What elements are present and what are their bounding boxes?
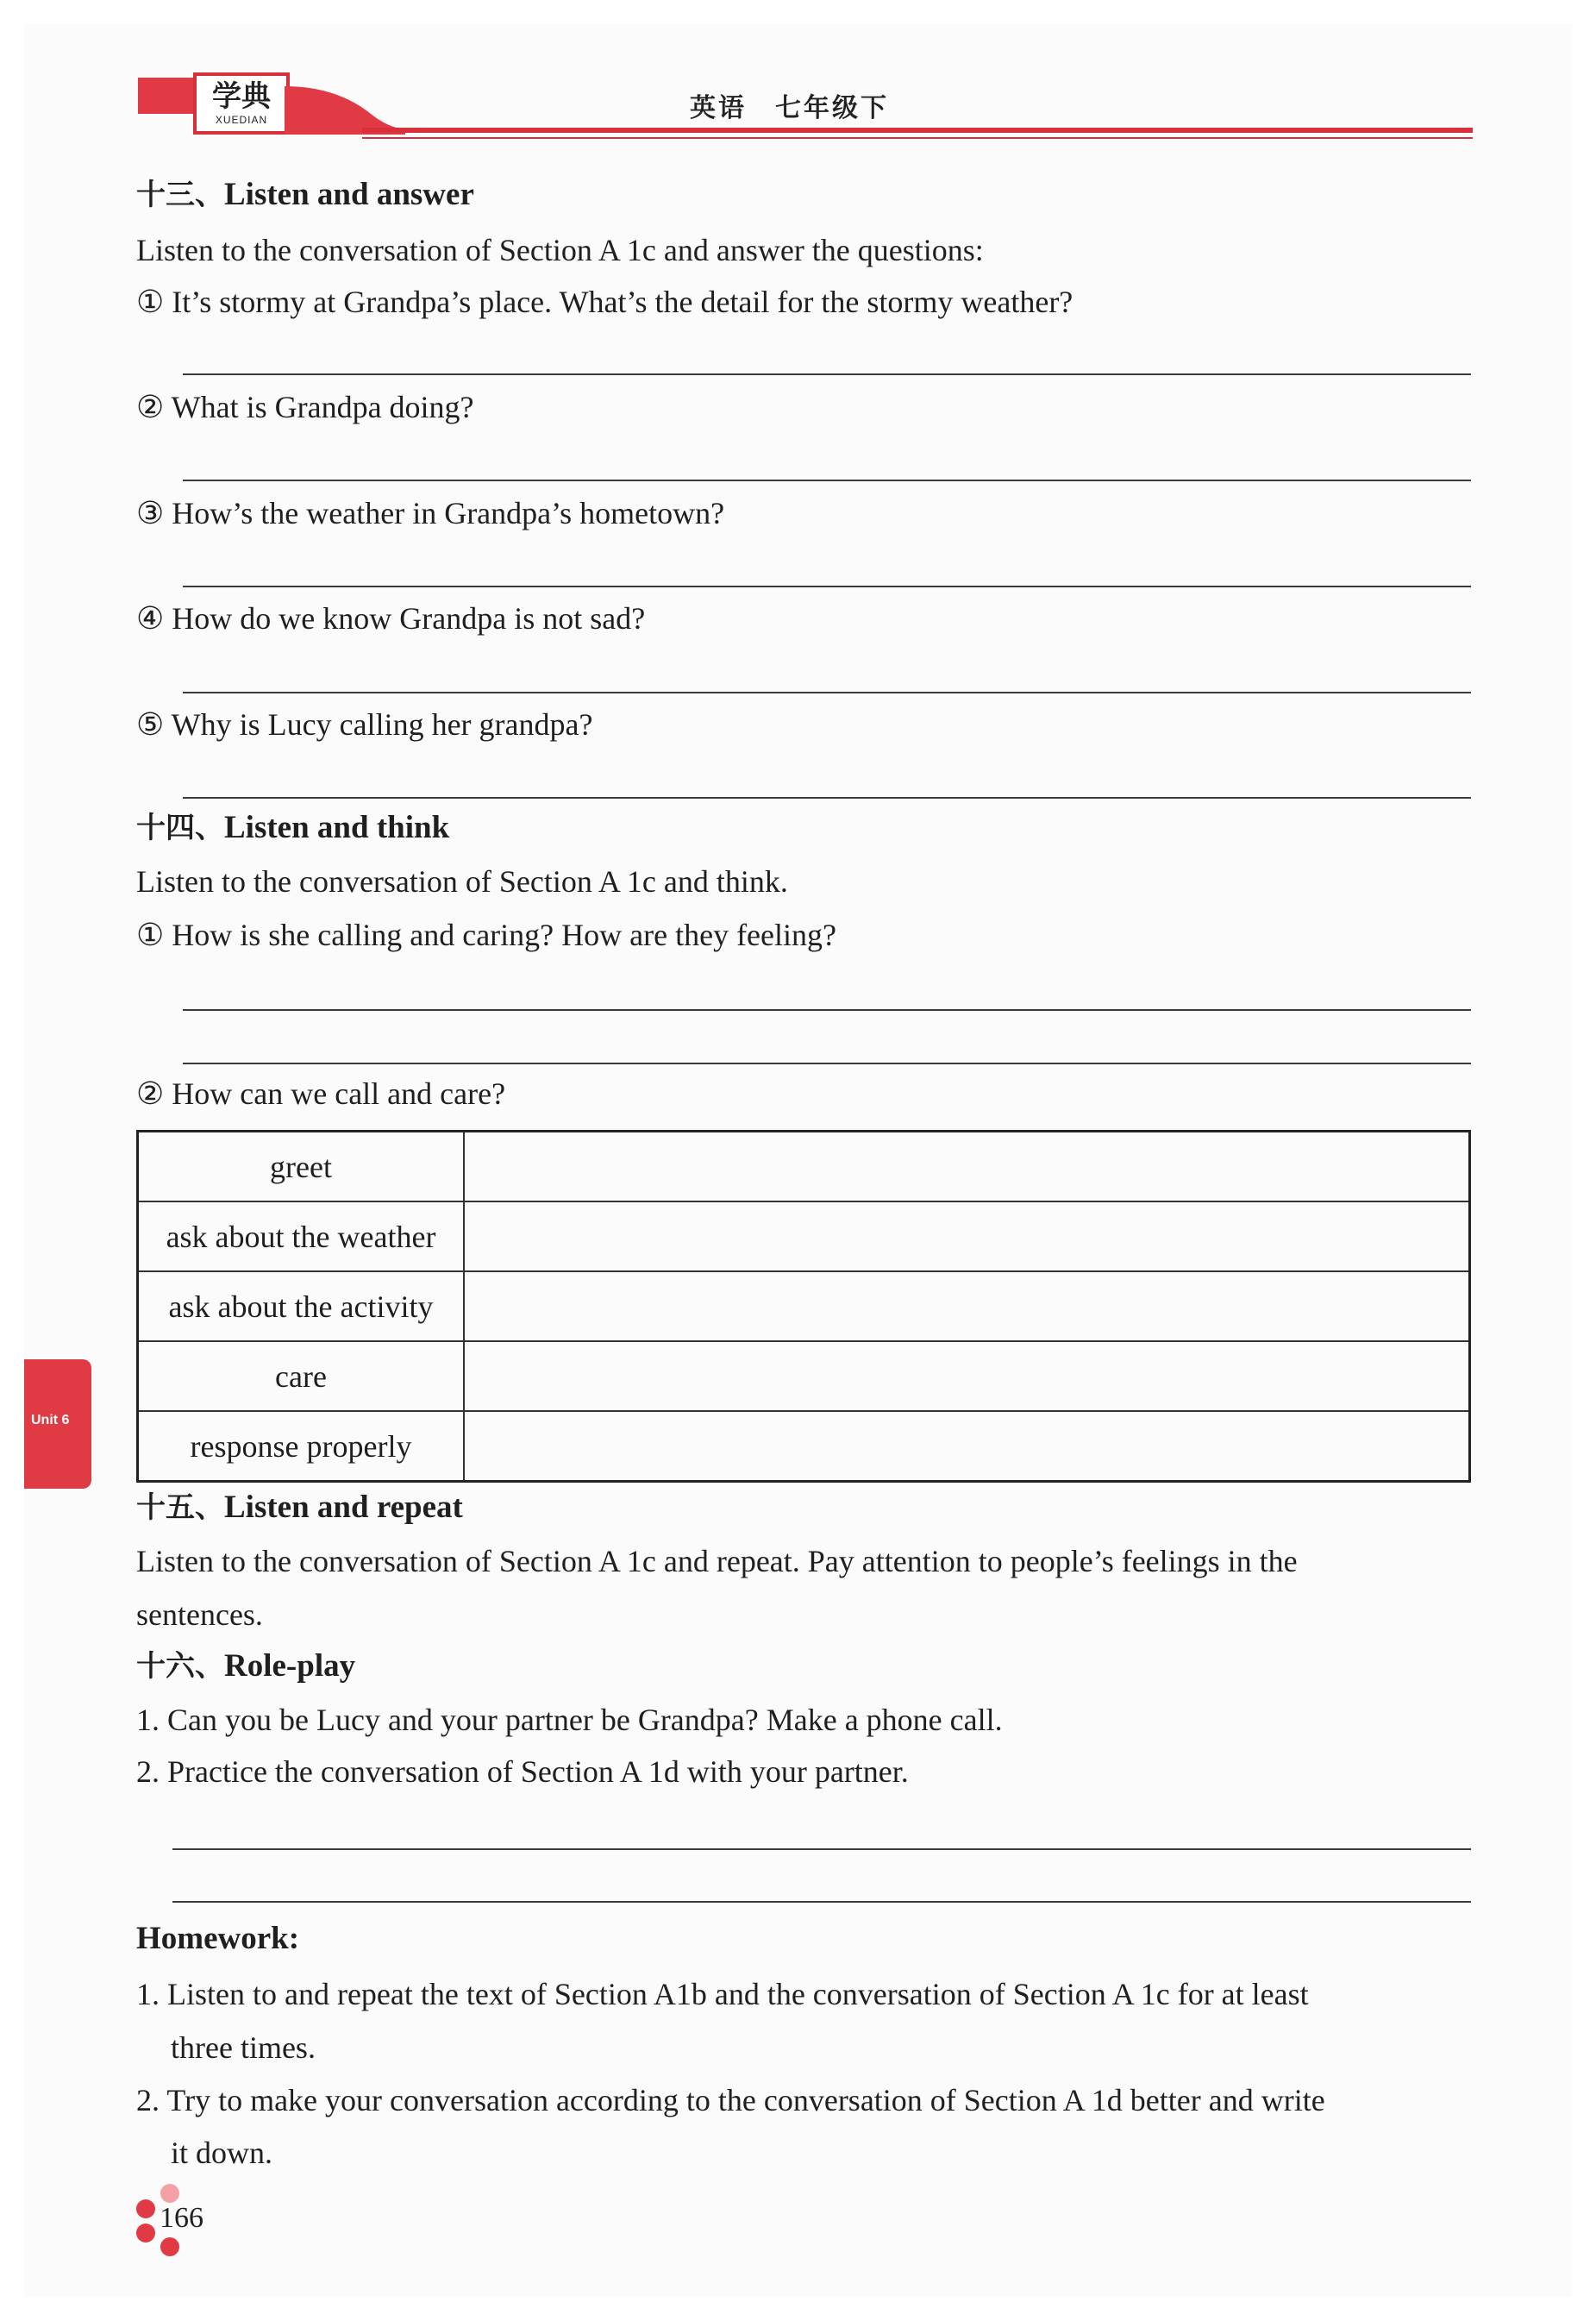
section-15-number: 十五、 <box>136 1490 224 1525</box>
question-3 <box>136 494 724 532</box>
section-14-title: Listen and think <box>224 810 450 845</box>
unit-tab <box>24 1359 91 1489</box>
logo-english: XUEDIAN <box>215 114 268 126</box>
section-15-text-line-2: sentences. <box>136 1597 263 1632</box>
decoration-dot <box>160 2184 179 2203</box>
role-play-item-1: 1. Can you be Lucy and your partner be Grandpa? Make a phone call. <box>136 1703 1003 1737</box>
question-marker: ⑤ <box>136 707 165 742</box>
answer-line[interactable] <box>183 373 1471 375</box>
table-row <box>138 1411 1470 1482</box>
answer-cell[interactable] <box>464 1132 1470 1202</box>
answer-line[interactable] <box>172 1901 1471 1903</box>
book-title: 英语 七年级下 <box>690 93 889 123</box>
table-row <box>138 1132 1470 1202</box>
question-text: It’s stormy at Grandpa’s place. What’s the detail for the stormy weather? <box>172 285 1073 319</box>
answer-cell[interactable] <box>464 1271 1470 1341</box>
section-15-text-line-1: Listen to the conversation of Section A 1c and repeat. Pay attention to people’s feelings in the <box>136 1544 1298 1578</box>
question-4 <box>136 599 645 637</box>
think-question-1 <box>136 916 836 954</box>
homework-item-1: 1. Listen to and repeat the text of Section A1b and the conversation of Section A 1c for at least <box>136 1977 1309 2011</box>
row-label: care <box>138 1341 465 1411</box>
section-16-number: 十六、 <box>136 1649 224 1684</box>
think-question-2 <box>136 1075 505 1113</box>
answer-line[interactable] <box>183 480 1471 481</box>
question-1 <box>136 283 1073 321</box>
section-16-title: Role-play <box>224 1648 356 1684</box>
question-text: Why is Lucy calling her grandpa? <box>171 707 593 742</box>
section-14-number: 十四、 <box>136 811 224 845</box>
question-5 <box>136 706 592 743</box>
call-and-care-table <box>136 1130 1471 1483</box>
decoration-dot <box>160 2237 179 2256</box>
role-play-item-2: 2. Practice the conversation of Section A 1d with your partner. <box>136 1754 909 1789</box>
table-row <box>138 1271 1470 1341</box>
answer-cell[interactable] <box>464 1341 1470 1411</box>
question-text: What is Grandpa doing? <box>171 390 474 424</box>
answer-line[interactable] <box>183 586 1471 587</box>
section-14-heading <box>136 809 449 847</box>
row-label: greet <box>138 1132 465 1202</box>
question-text: How do we know Grandpa is not sad? <box>172 601 646 636</box>
table-row <box>138 1341 1470 1411</box>
homework-item-2: 2. Try to make your conversation according to the conversation of Section A 1d better and write <box>136 2083 1325 2117</box>
header-rule-thick <box>362 128 1473 133</box>
answer-line[interactable] <box>183 692 1471 693</box>
question-marker: ④ <box>136 601 165 636</box>
homework-item-1-continued: three times. <box>171 2030 316 2065</box>
answer-line[interactable] <box>183 1063 1471 1064</box>
unit-tab-label: Unit 6 <box>31 1413 70 1427</box>
answer-line[interactable] <box>183 1009 1471 1011</box>
homework-heading: Homework: <box>136 1921 300 1956</box>
row-label: ask about the weather <box>138 1201 465 1271</box>
answer-line[interactable] <box>172 1848 1471 1850</box>
answer-line[interactable] <box>183 797 1471 799</box>
question-marker: ② <box>136 390 165 424</box>
section-15-title: Listen and repeat <box>224 1490 463 1525</box>
header-swoosh <box>285 79 405 135</box>
section-13-number: 十三、 <box>136 178 224 212</box>
section-13-title: Listen and answer <box>224 177 474 212</box>
decoration-dot <box>136 2224 155 2243</box>
table-row <box>138 1201 1470 1271</box>
question-marker: ② <box>136 1076 165 1111</box>
row-label: ask about the activity <box>138 1271 465 1341</box>
section-13-heading <box>136 176 474 214</box>
header-band <box>138 78 198 114</box>
answer-cell[interactable] <box>464 1411 1470 1482</box>
logo-chinese: 学典 <box>212 79 271 114</box>
question-marker: ① <box>136 285 165 319</box>
question-text: How’s the weather in Grandpa’s hometown? <box>172 496 725 530</box>
question-marker: ① <box>136 918 165 952</box>
section-15-heading <box>136 1489 463 1527</box>
question-marker: ③ <box>136 496 165 530</box>
question-text: How is she calling and caring? How are they feeling? <box>172 918 836 952</box>
row-label: response properly <box>138 1411 465 1482</box>
header-rule-thin <box>362 137 1473 139</box>
decoration-dot <box>136 2199 155 2218</box>
page-number: 166 <box>160 2202 203 2234</box>
homework-item-2-continued: it down. <box>171 2136 273 2170</box>
question-2 <box>136 388 474 426</box>
answer-cell[interactable] <box>464 1201 1470 1271</box>
section-13-intro: Listen to the conversation of Section A 1c and answer the questions: <box>136 233 984 267</box>
section-16-heading <box>136 1647 355 1685</box>
publisher-logo <box>193 72 290 135</box>
question-text: How can we call and care? <box>172 1076 506 1111</box>
section-14-intro: Listen to the conversation of Section A 1c and think. <box>136 864 788 899</box>
